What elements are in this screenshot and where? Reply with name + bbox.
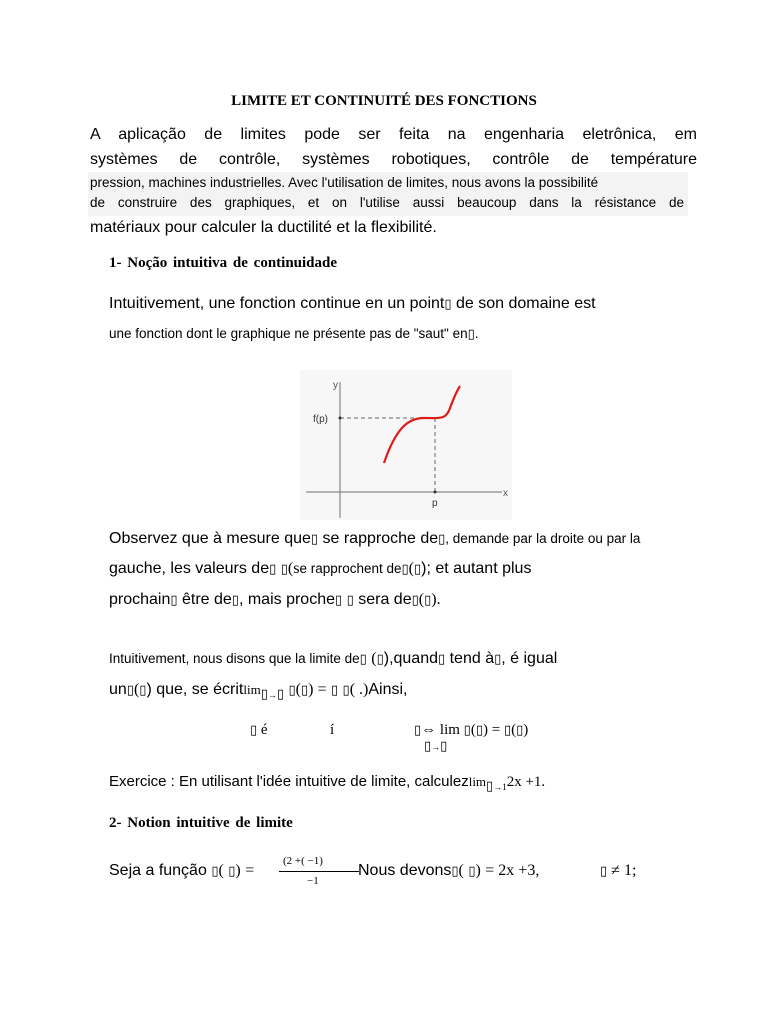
continuity-equation: ▯ é: [250, 722, 268, 738]
missing-glyph: ▯: [269, 561, 277, 576]
function-simplified: Nous devons▯( ▯) = 2x +3,: [358, 862, 540, 879]
missing-glyph: ▯: [342, 682, 350, 697]
missing-glyph: ▯: [376, 651, 384, 666]
observation-line-1: Observez que à mesure que▯ se rapproche de▯, demande par la droite ou par la: [109, 530, 641, 547]
missing-glyph: ▯: [335, 592, 343, 607]
limit-definition-line-2: un▯(▯) que, se écritlim$_{▯\to▯}$ ▯(▯) = ▯ ▯( .)Ainsi,: [109, 681, 408, 702]
missing-glyph: ▯: [475, 722, 483, 737]
intro-line-1: A aplicação de limites pode ser feita na engenharia eletrônica, em: [90, 126, 697, 143]
missing-glyph: ▯: [211, 863, 219, 878]
missing-glyph: ▯: [424, 738, 432, 753]
missing-glyph: ▯: [424, 592, 432, 607]
intro-line-3: pression, machines industrielles. Avec l'utilisation de limites, nous avons la possibilité: [90, 175, 599, 190]
missing-glyph: ▯: [300, 682, 309, 697]
intro-line-5: matériaux pour calculer la ductilité et la flexibilité.: [90, 219, 437, 236]
missing-glyph: ▯: [414, 561, 422, 576]
missing-glyph: ▯: [600, 863, 608, 878]
observation-line-3: prochain▯ être de▯, mais proche▯ ▯ sera de▯(▯).: [109, 591, 441, 608]
intro-line-4: de construire des graphiques, et on l'utilise aussi beaucoup dans la résistance de: [90, 195, 684, 210]
missing-glyph: ▯: [467, 326, 475, 341]
graph-background: [300, 370, 512, 520]
fp-tick: [339, 417, 342, 420]
missing-glyph: ▯: [438, 651, 446, 666]
fp-label: f(p): [313, 414, 328, 425]
missing-glyph: ▯: [463, 722, 471, 737]
function-definition-lead: Seja a função ▯( ▯) =: [109, 862, 255, 879]
missing-glyph: ▯: [414, 722, 422, 737]
p-label: p: [432, 498, 438, 509]
missing-glyph: ▯: [411, 592, 419, 607]
section-1-heading: 1- Noção intuitiva de continuidade: [109, 255, 338, 271]
page-title: LIMITE ET CONTINUITÉ DES FONCTIONS: [231, 93, 537, 109]
missing-glyph: ▯: [231, 592, 239, 607]
observation-line-2: gauche, les valeurs de▯ ▯(se rapprochent de▯(▯); et autant plus: [109, 560, 532, 577]
y-axis-label: y: [333, 380, 338, 391]
section-2-heading: 2- Notion intuitive de limite: [109, 815, 293, 831]
missing-glyph: ▯: [359, 651, 367, 666]
missing-glyph: ▯: [516, 722, 524, 737]
missing-glyph: ▯: [438, 531, 446, 546]
missing-glyph: ▯: [346, 592, 354, 607]
continuity-equation-subscript: ▯→▯: [424, 738, 448, 753]
missing-glyph: ▯: [288, 682, 296, 697]
missing-glyph: ▯: [330, 682, 339, 697]
missing-glyph: ▯: [310, 531, 319, 546]
missing-glyph: ▯: [228, 863, 236, 878]
missing-glyph: ▯: [451, 863, 459, 878]
missing-glyph: ▯: [494, 651, 502, 666]
continuity-equation-i: í: [330, 722, 335, 738]
function-domain-condition: ▯ ≠ 1;: [600, 862, 637, 879]
fraction-bar: [279, 871, 359, 872]
missing-glyph: ▯: [486, 778, 494, 793]
x-axis-label: x: [503, 488, 508, 499]
fraction-denominator: −1: [307, 875, 319, 887]
missing-glyph: ▯: [401, 561, 409, 576]
missing-glyph: ▯: [468, 863, 476, 878]
p-tick: [434, 491, 437, 494]
missing-glyph: ▯: [126, 682, 134, 697]
limit-definition-line-1: Intuitivement, nous disons que la limite de▯ (▯),quand▯ tend à▯, é igual: [109, 650, 558, 667]
fraction-numerator: (2 +( −1): [283, 855, 323, 867]
missing-glyph: ▯: [280, 561, 288, 576]
missing-glyph: ▯: [260, 686, 268, 702]
missing-glyph: ▯: [276, 686, 285, 702]
missing-glyph: ▯: [440, 738, 448, 753]
missing-glyph: ▯: [139, 682, 147, 697]
missing-glyph: ▯: [170, 592, 178, 607]
continuity-equation-rhs: ▯⇔ lim ▯(▯) = ▯(▯): [414, 722, 529, 738]
missing-glyph: ▯: [250, 722, 258, 737]
missing-glyph: ▯: [503, 722, 512, 737]
continuity-graph: [300, 370, 512, 520]
exercise-line: Exercice : En utilisant l'idée intuitive de limite, calculezlim$_{▯\to 1}$2x +1.: [109, 773, 546, 793]
continuity-definition-line-2: une fonction dont le graphique ne présente pas de "saut" en▯.: [109, 326, 479, 341]
missing-glyph: ▯: [444, 296, 452, 311]
intro-line-2: systèmes de contrôle, systèmes robotiques, contrôle de température: [90, 151, 697, 168]
continuity-definition-line-1: Intuitivement, une fonction continue en un point▯ de son domaine est: [109, 295, 596, 312]
